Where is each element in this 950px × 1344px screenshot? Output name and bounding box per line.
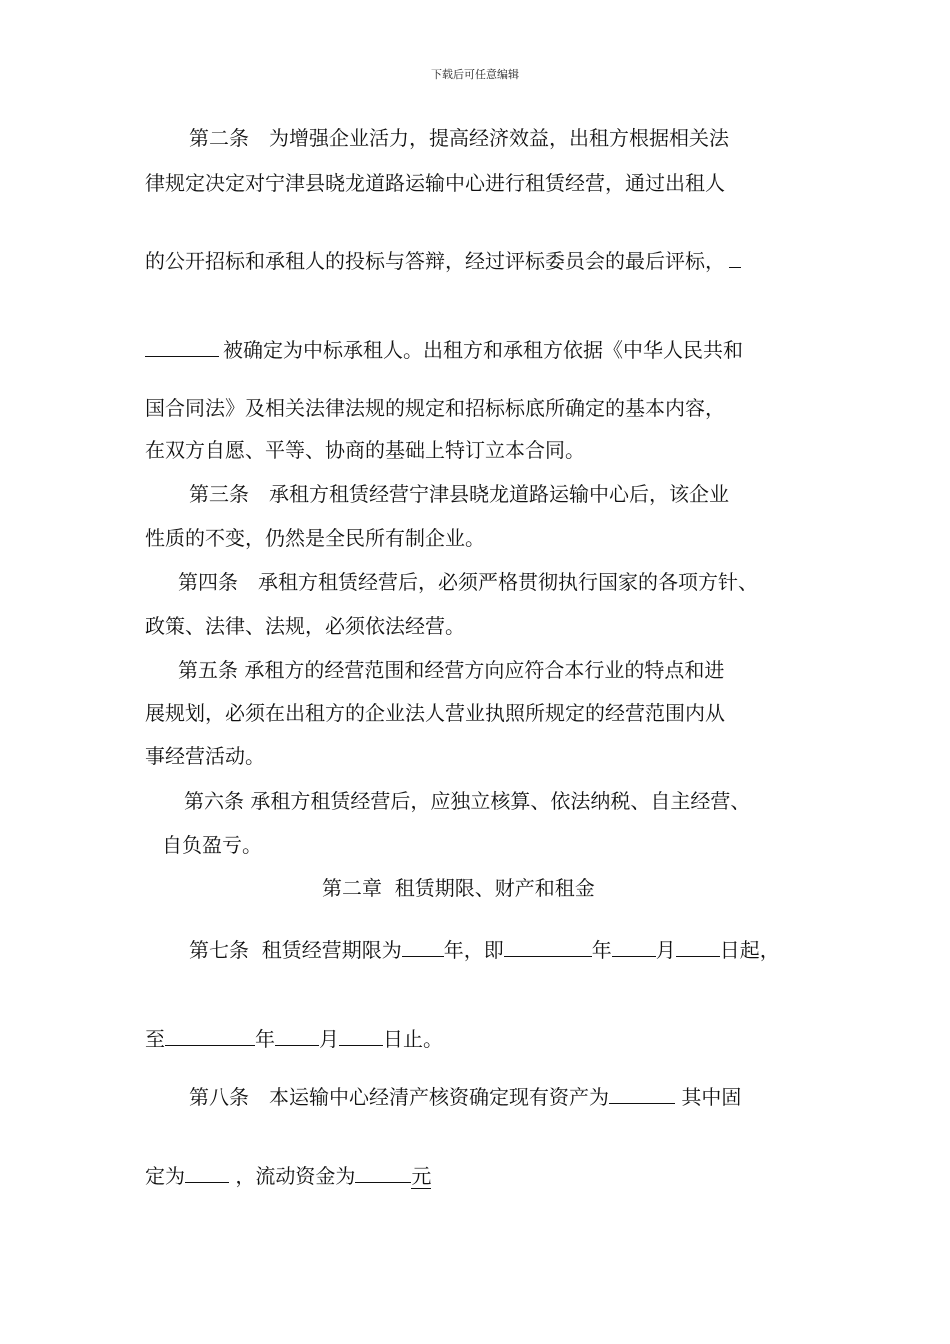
start-day-blank [676,936,720,957]
article-3-line-1: 第三条 承租方租赁经营宁津县晓龙道路运输中心后，该企业 [189,482,729,506]
article-8-line-1 [189,1083,741,1110]
article-7-text-2: 年，即 [443,938,504,962]
article-6-line-1: 第六条 承租方租赁经营后，应独立核算、依法纳税、自主经营、 [184,789,751,813]
article-7-line-2 [145,1025,443,1052]
article-7b-text-2: 年 [255,1027,275,1051]
article-6-line-2: 自负盈亏。 [162,833,262,857]
article-7-text-3: 年 [591,938,612,962]
article-8b-text-3: 元 [411,1164,432,1188]
winner-name-blank-start [729,247,741,268]
end-day-blank [339,1025,383,1046]
article-5-line-3: 事经营活动。 [145,744,265,768]
start-month-blank [612,936,656,957]
article-7b-text-1: 至 [145,1027,165,1051]
article-5-line-2: 展规划，必须在出租方的企业法人营业执照所规定的经营范围内从 [145,701,725,725]
article-2-line-5: 国合同法》及相关法律法规的规定和招标标底所确定的基本内容， [145,396,725,420]
article-7-text-4: 月 [655,938,676,962]
article-7-line-1 [189,936,780,963]
winner-name-blank [145,336,219,357]
total-assets-blank [609,1083,675,1104]
article-7-text-1: 第七条 租赁经营期限为 [189,938,402,962]
article-2-line-4 [145,336,743,363]
article-4-line-2: 政策、法律、法规，必须依法经营。 [145,614,465,638]
page-header: 下载后可任意编辑 [431,68,519,81]
working-capital-blank [355,1162,411,1183]
article-3-line-2: 性质的不变，仍然是全民所有制企业。 [145,526,485,550]
end-month-blank [275,1025,319,1046]
article-7-text-5: 日起， [719,938,780,962]
article-2-line-2: 律规定决定对宁津县晓龙道路运输中心进行租赁经营，通过出租人 [145,171,725,195]
start-year-blank [504,936,592,957]
article-8b-text-2: ，流动资金为 [229,1164,356,1188]
article-8-text-1: 第八条 本运输中心经清产核资确定现有资产为 [189,1085,609,1109]
article-2-line-3-text: 的公开招标和承租人的投标与答辩，经过评标委员会的最后评标， [145,249,725,273]
chapter-heading: 第二章 租赁期限、财产和租金 [322,876,595,900]
end-year-blank [165,1025,255,1046]
article-2-line-4-text: 被确定为中标承租人。出租方和承租方依据《中华人民共和 [223,338,743,362]
article-4-line-1: 第四条 承租方租赁经营后，必须严格贯彻执行国家的各项方针、 [178,570,758,594]
lease-years-blank [402,936,444,957]
fixed-assets-blank [185,1162,229,1183]
article-5-line-1: 第五条 承租方的经营范围和经营方向应符合本行业的特点和进 [178,658,725,682]
article-2-line-1: 第二条 为增强企业活力，提高经济效益，出租方根据相关法 [189,126,729,150]
article-8-text-2: 其中固 [675,1085,742,1109]
article-7b-text-4: 日止。 [383,1027,443,1051]
article-7b-text-3: 月 [319,1027,339,1051]
article-2-line-6: 在双方自愿、平等、协商的基础上特订立本合同。 [145,438,585,462]
article-2-line-3 [145,247,741,274]
article-8-line-2 [145,1162,431,1189]
article-8b-text-1: 定为 [145,1164,185,1188]
